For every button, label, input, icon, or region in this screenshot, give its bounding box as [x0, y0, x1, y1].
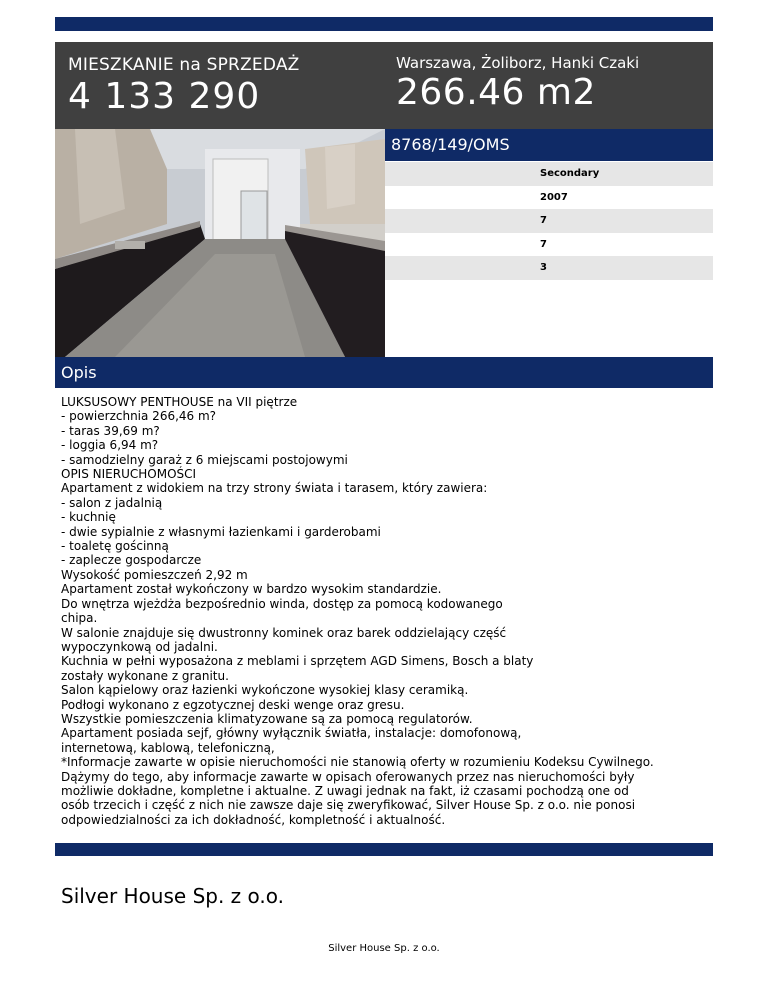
description-line: - salon z jadalnią [61, 495, 163, 510]
description-body [61, 395, 713, 827]
description-line: Podłogi wykonano z egzotycznej deski wenge oraz gresu. [61, 697, 405, 712]
bottom-divider-bar [55, 843, 713, 856]
description-line: - toaletę gościnną [61, 539, 169, 554]
listing-type: MIESZKANIE na SPRZEDAŻ [68, 55, 300, 75]
details-row-floors [385, 233, 713, 257]
company-name: Silver House Sp. z o.o. [61, 884, 285, 908]
description-line: odpowiedzialności za ich dokładność, kompletność i aktualność. [61, 812, 446, 827]
description-line: - powierzchnia 266,46 m? [61, 409, 217, 424]
description-line: - dwie sypialnie z własnymi łazienkami i garderobami [61, 524, 381, 539]
description-line: możliwie dokładne, kompletne i aktualne. Z uwagi jednak na fakt, iż czasami pochodzą one od [61, 783, 629, 798]
description-line: Kuchnia w pełni wyposażona z meblami i sprzętem AGD Simens, Bosch a blaty [61, 654, 534, 669]
details-value: 2007 [540, 191, 568, 203]
details-value: 7 [540, 238, 547, 250]
details-row-year [385, 186, 713, 210]
listing-header [55, 42, 713, 129]
listing-location: Warszawa, Żoliborz, Hanki Czaki [396, 54, 640, 72]
property-photo [55, 129, 385, 357]
description-line: *Informacje zawarte w opisie nieruchomości nie stanowią oferty w rozumieniu Kodeksu Cywilnego. [61, 755, 654, 770]
details-value: 3 [540, 262, 547, 273]
description-line: osób trzecich i część z nich nie zawsze daje się zweryfikować, Silver House Sp. z o.o. nie ponosi [61, 798, 636, 813]
details-row-rooms [385, 256, 713, 280]
details-row-market [385, 162, 713, 186]
details-value: 7 [540, 215, 547, 226]
listing-price: 4 133 290 [68, 76, 261, 117]
description-line: W salonie znajduje się dwustronny kominek oraz barek oddzielający część [61, 625, 507, 640]
description-line: - loggia 6,94 m? [61, 438, 159, 453]
description-line: LUKSUSOWY PENTHOUSE na VII piętrze [61, 395, 298, 409]
details-table [385, 162, 713, 280]
details-row-floor [385, 209, 713, 233]
description-line: wypoczynkową od jadalni. [61, 639, 218, 654]
top-divider-bar [55, 17, 713, 31]
description-line: - zaplecze gospodarcze [61, 553, 202, 568]
reference-bar [385, 129, 713, 161]
description-line: chipa. [61, 611, 98, 626]
description-line: zostały wykonane z granitu. [61, 668, 229, 683]
description-line: Apartament z widokiem na trzy strony świata i tarasem, który zawiera: [61, 481, 488, 496]
details-value: Secondary [540, 168, 600, 179]
description-line: internetową, kablową, telefoniczną, [61, 740, 275, 755]
description-line: OPIS NIERUCHOMOŚCI [61, 467, 197, 482]
description-title: Opis [61, 363, 97, 382]
footer-text: Silver House Sp. z o.o. [328, 943, 440, 954]
description-line: Apartament posiada sejf, główny wyłącznik światła, instalacje: domofonową, [61, 726, 522, 741]
listing-area: 266.46 m2 [396, 72, 596, 113]
description-header-bar [55, 357, 713, 388]
description-line: Salon kąpielowy oraz łazienki wykończone wysokiej klasy ceramiką. [61, 683, 469, 698]
description-line: Wszystkie pomieszczenia klimatyzowane są za pomocą regulatorów. [61, 711, 473, 726]
description-line: Do wnętrza wjeżdża bezpośrednio winda, dostęp za pomocą kodowanego [61, 596, 503, 611]
reference-number: 8768/149/OMS [391, 135, 510, 154]
description-line: - samodzielny garaż z 6 miejscami postojowymi [61, 452, 348, 467]
description-line: Apartament został wykończony w bardzo wysokim standardzie. [61, 582, 442, 597]
description-line: - taras 39,69 m? [61, 423, 160, 438]
kitchen-photo-icon [55, 129, 385, 357]
description-line: - kuchnię [61, 510, 116, 525]
description-line: Dążymy do tego, aby informacje zawarte w opisach oferowanych przez nas nieruchomości były [61, 769, 635, 784]
description-line: Wysokość pomieszczeń 2,92 m [61, 567, 248, 582]
